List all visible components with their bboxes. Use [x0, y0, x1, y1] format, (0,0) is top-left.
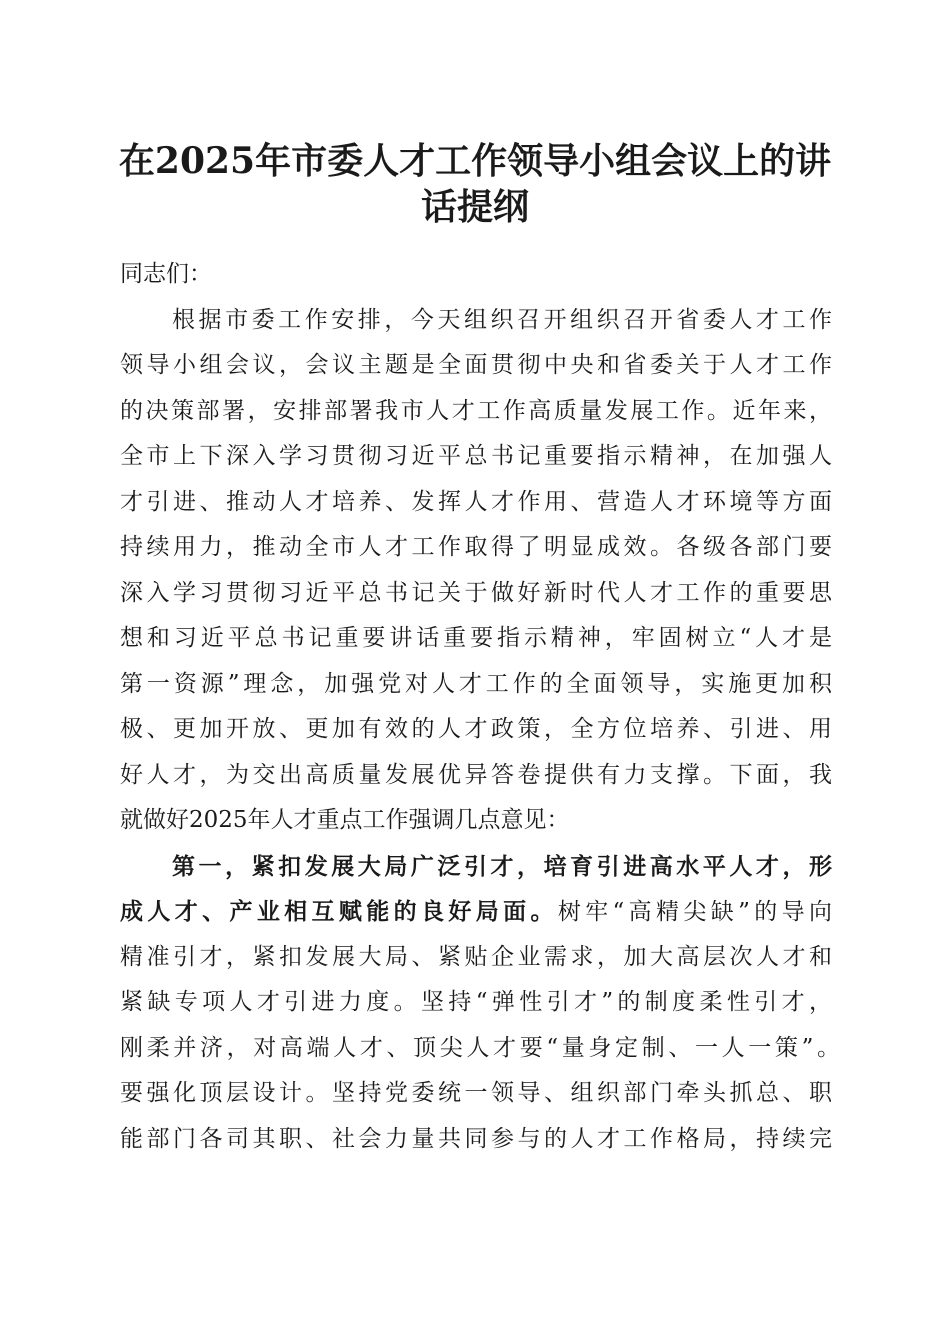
paragraph-1-line-9: 第一资源”理念，加强党对人才工作的全面领导，实施更加积: [120, 670, 832, 697]
paragraph-2-heading-line-2: 成人才、产业相互赋能的良好局面。: [120, 898, 558, 925]
paragraph-1-line-1: 根据市委工作安排，今天组织召开组织召开省委人才工作: [172, 306, 832, 333]
paragraph-2-heading-line-1: 第一，紧扣发展大局广泛引才，培育引进高水平人才，形: [172, 852, 832, 880]
title-line-1: 在2025年市委人才工作领导小组会议上的讲: [118, 140, 832, 182]
paragraph-2-line-3: 精准引才，紧扣发展大局、紧贴企业需求，加大高层次人才和: [120, 943, 832, 970]
paragraph-1-line-7: 深入学习贯彻习近平总书记关于做好新时代人才工作的重要思: [120, 579, 832, 606]
paragraph-1-line-12: 就做好2025年人才重点工作强调几点意见：: [120, 807, 570, 833]
document-title: [100, 138, 850, 230]
paragraph-1-line-8: 想和习近平总书记重要讲话重要指示精神，牢固树立“人才是: [120, 625, 832, 651]
paragraph-2-line-2: [120, 889, 832, 935]
paragraph-1-line-3: 的决策部署，安排部署我市人才工作高质量发展工作。近年来，: [120, 397, 832, 424]
paragraph-2-line-2-rest: 树牢“高精尖缺”的导向: [557, 899, 832, 925]
paragraph-1-line-5: 才引进、推动人才培养、发挥人才作用、营造人才环境等方面: [120, 488, 832, 515]
paragraph-2-line-7: 能部门各司其职、社会力量共同参与的人才工作格局，持续完: [120, 1125, 832, 1152]
paragraph-2-line-5: 刚柔并济，对高端人才、顶尖人才要“量身定制、一人一策”。: [120, 1034, 840, 1061]
paragraph-2-line-6: 要强化顶层设计。坚持党委统一领导、组织部门牵头抓总、职: [120, 1080, 832, 1106]
paragraph-1-line-10: 极、更加开放、更加有效的人才政策，全方位培养、引进、用: [120, 716, 832, 742]
title-line-2: 话提纲: [420, 186, 529, 228]
document-body: [120, 252, 840, 1162]
paragraph-2-line-4: 紧缺专项人才引进力度。坚持“弹性引才”的制度柔性引才，: [120, 989, 832, 1015]
salutation: 同志们：: [120, 261, 212, 287]
paragraph-1-line-2: 领导小组会议，会议主题是全面贯彻中央和省委关于人才工作: [120, 352, 832, 378]
paragraph-1-line-11: 好人才，为交出高质量发展优异答卷提供有力支撑。下面，我: [120, 761, 832, 788]
paragraph-1-line-4: 全市上下深入学习贯彻习近平总书记重要指示精神，在加强人: [120, 443, 832, 469]
paragraph-1-line-6: 持续用力，推动全市人才工作取得了明显成效。各级各部门要: [120, 534, 832, 560]
